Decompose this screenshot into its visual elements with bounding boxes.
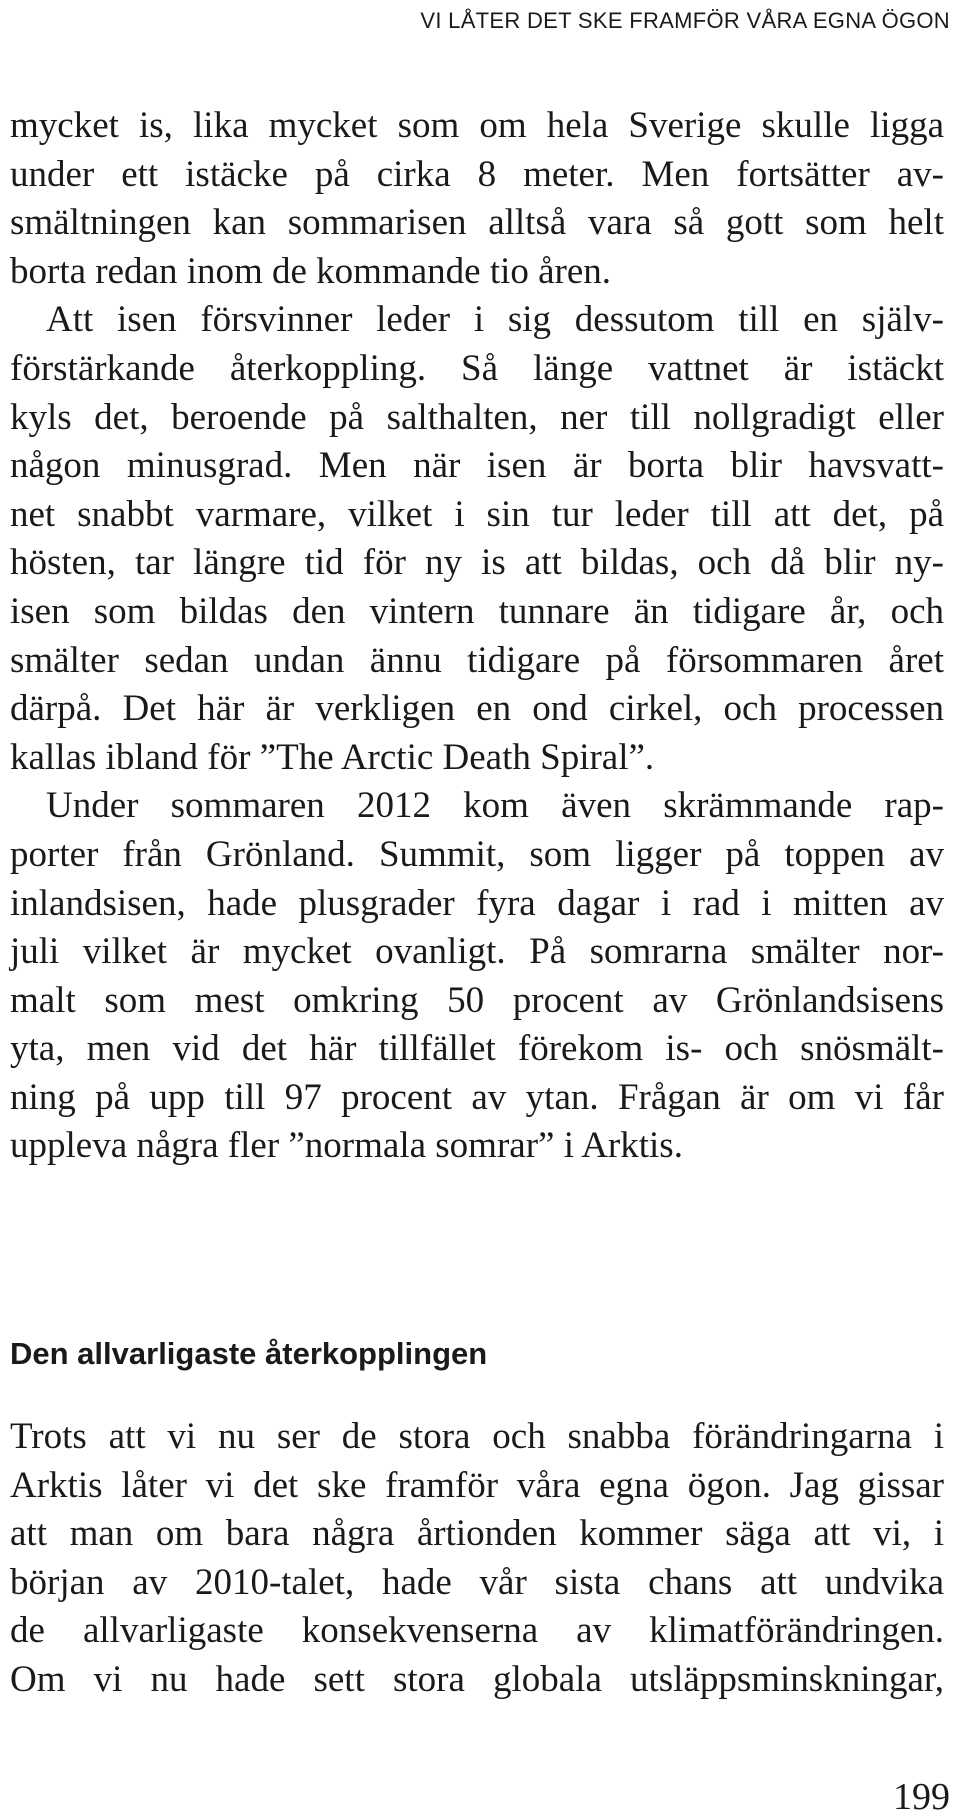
text-line: Trots att vi nu ser de stora och snabba förändringarna i: [10, 1416, 944, 1457]
text-line: början av 2010-talet, hade vår sista chans att undvika: [10, 1561, 944, 1603]
text-line: att man om bara några årtionden kommer säga att vi, i: [10, 1513, 944, 1555]
text-line: kyls det, beroende på salthalten, ner till nollgradigt eller: [10, 396, 944, 438]
text-line: smältningen kan sommarisen alltså vara så gott som helt: [10, 202, 944, 244]
text-line: Att isen försvinner leder i sig dessutom till en själv-: [46, 299, 944, 341]
text-line: yta, men vid det här tillfället förekom is- och snösmält-: [10, 1028, 944, 1070]
text-line: ning på upp till 97 procent av ytan. Frågan är om vi får: [10, 1076, 944, 1118]
text-line: borta redan inom de kommande tio åren.: [10, 250, 612, 292]
page-number: 199: [893, 1776, 950, 1818]
text-line: porter från Grönland. Summit, som ligger på toppen av: [10, 833, 944, 875]
section-body-text: [10, 1413, 944, 1705]
section-heading: Den allvarligaste återkopplingen: [10, 1336, 488, 1371]
text-line: kallas ibland för ”The Arctic Death Spiral”.: [10, 736, 655, 778]
text-line: smälter sedan undan ännu tidigare på försommaren året: [10, 639, 944, 681]
text-line: juli vilket är mycket ovanligt. På somrarna smälter nor-: [10, 931, 944, 973]
text-line: Arktis låter vi det ske framför våra egna ögon. Jag gissar: [10, 1464, 944, 1506]
text-line: hösten, tar längre tid för ny is att bildas, och då blir ny-: [10, 542, 944, 584]
text-line: isen som bildas den vintern tunnare än tidigare år, och: [10, 590, 944, 632]
text-line: net snabbt varmare, vilket i sin tur leder till att det, på: [10, 493, 944, 535]
body-text: [10, 102, 944, 1171]
running-header: VI LÅTER DET SKE FRAMFÖR VÅRA EGNA ÖGON: [420, 8, 950, 33]
text-line: någon minusgrad. Men när isen är borta blir havsvatt-: [10, 445, 944, 487]
text-line: inlandsisen, hade plusgrader fyra dagar i rad i mitten av: [10, 882, 944, 924]
text-line: Om vi nu hade sett stora globala utsläppsminskningar,: [10, 1658, 944, 1700]
text-line: därpå. Det här är verkligen en ond cirkel, och processen: [10, 688, 944, 730]
text-line: uppleva några fler ”normala somrar” i Arktis.: [10, 1125, 683, 1167]
text-line: under ett istäcke på cirka 8 meter. Men fortsätter av-: [10, 153, 944, 195]
text-line: mycket is, lika mycket som om hela Sverige skulle ligga: [10, 105, 944, 146]
text-line: förstärkande återkoppling. Så länge vattnet är istäckt: [10, 347, 944, 389]
text-line: de allvarligaste konsekvenserna av klimatförändringen.: [10, 1610, 944, 1652]
text-line: Under sommaren 2012 kom även skrämmande rap-: [46, 785, 944, 827]
text-line: malt som mest omkring 50 procent av Grönlandsisens: [10, 979, 944, 1021]
